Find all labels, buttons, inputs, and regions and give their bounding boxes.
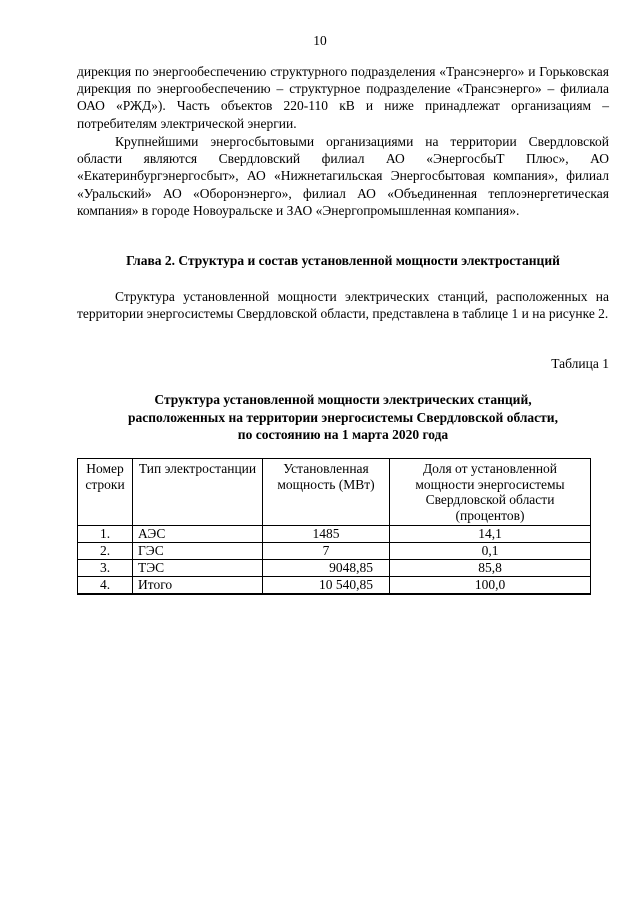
row-number-cell: 4.	[78, 577, 133, 595]
row-number-cell: 3.	[78, 560, 133, 577]
capacity-cell: 7	[263, 543, 390, 560]
header-station-type: Тип электростанции	[133, 459, 263, 526]
row-number-cell: 2.	[78, 543, 133, 560]
table-title-line-1: Структура установленной мощности электрических станций,	[154, 392, 532, 407]
table-row	[78, 526, 591, 543]
share-cell: 100,0	[390, 577, 591, 595]
paragraph-structure-intro: Структура установленной мощности электрических станций, расположенных на территории энергосистемы Свердловской области, представлена в таблице 1 и на рисунке 2.	[77, 289, 609, 322]
table-row	[78, 560, 591, 577]
chapter-heading: Глава 2. Структура и состав установленной мощности электростанций	[126, 253, 560, 268]
page-number: 10	[313, 33, 327, 48]
table-title-line-2: расположенных на территории энергосистемы Свердловской области,	[128, 409, 558, 425]
table-title	[77, 391, 609, 444]
table-label: Таблица 1	[551, 356, 609, 371]
share-cell: 14,1	[390, 526, 591, 543]
header-installed-capacity: Установленная мощность (МВт)	[263, 459, 390, 526]
header-capacity-share: Доля от установленной мощности энергосистемы Свердловской области (процентов)	[390, 459, 591, 526]
row-number-cell: 1.	[78, 526, 133, 543]
paragraph-railway-directorates: дирекция по энергообеспечению структурного подразделения «Трансэнерго» и Горьковская дирекция по энергообеспечению – структурное подразделение «Трансэнерго» – филиала ОАО «РЖД»). Часть объектов 220-110 кВ и ниже принадлежат организациям – потребителям электрической энергии.	[77, 64, 609, 131]
table-row-total	[78, 577, 591, 595]
table-row	[78, 543, 591, 560]
station-type-cell: ГЭС	[133, 543, 263, 560]
header-row-number: Номер строки	[78, 459, 133, 526]
capacity-cell: 9048,85	[263, 560, 390, 577]
paragraph-energy-sales-organizations: Крупнейшими энергосбытовыми организациями на территории Свердловской области являются Свердловский филиал АО «ЭнергосбыТ Плюс», АО «Екатеринбургэнергосбыт», АО «Нижнетагильская Энергосбытовая компания», филиал «Уральский» АО «Оборонэнерго», филиал АО «Объединенная теплоэнергетическая компания» в городе Новоуральске и ЗАО «Энергопромышленная компания».	[77, 134, 609, 218]
table-title-line-3: по состоянию на 1 марта 2020 года	[237, 427, 449, 442]
share-cell: 0,1	[390, 543, 591, 560]
table-header-row	[78, 459, 591, 526]
capacity-cell: 1485	[263, 526, 390, 543]
capacity-cell: 10 540,85	[263, 577, 390, 595]
station-type-cell: Итого	[133, 577, 263, 595]
share-cell: 85,8	[390, 560, 591, 577]
station-type-cell: ТЭС	[133, 560, 263, 577]
station-type-cell: АЭС	[133, 526, 263, 543]
power-structure-table	[77, 458, 591, 595]
